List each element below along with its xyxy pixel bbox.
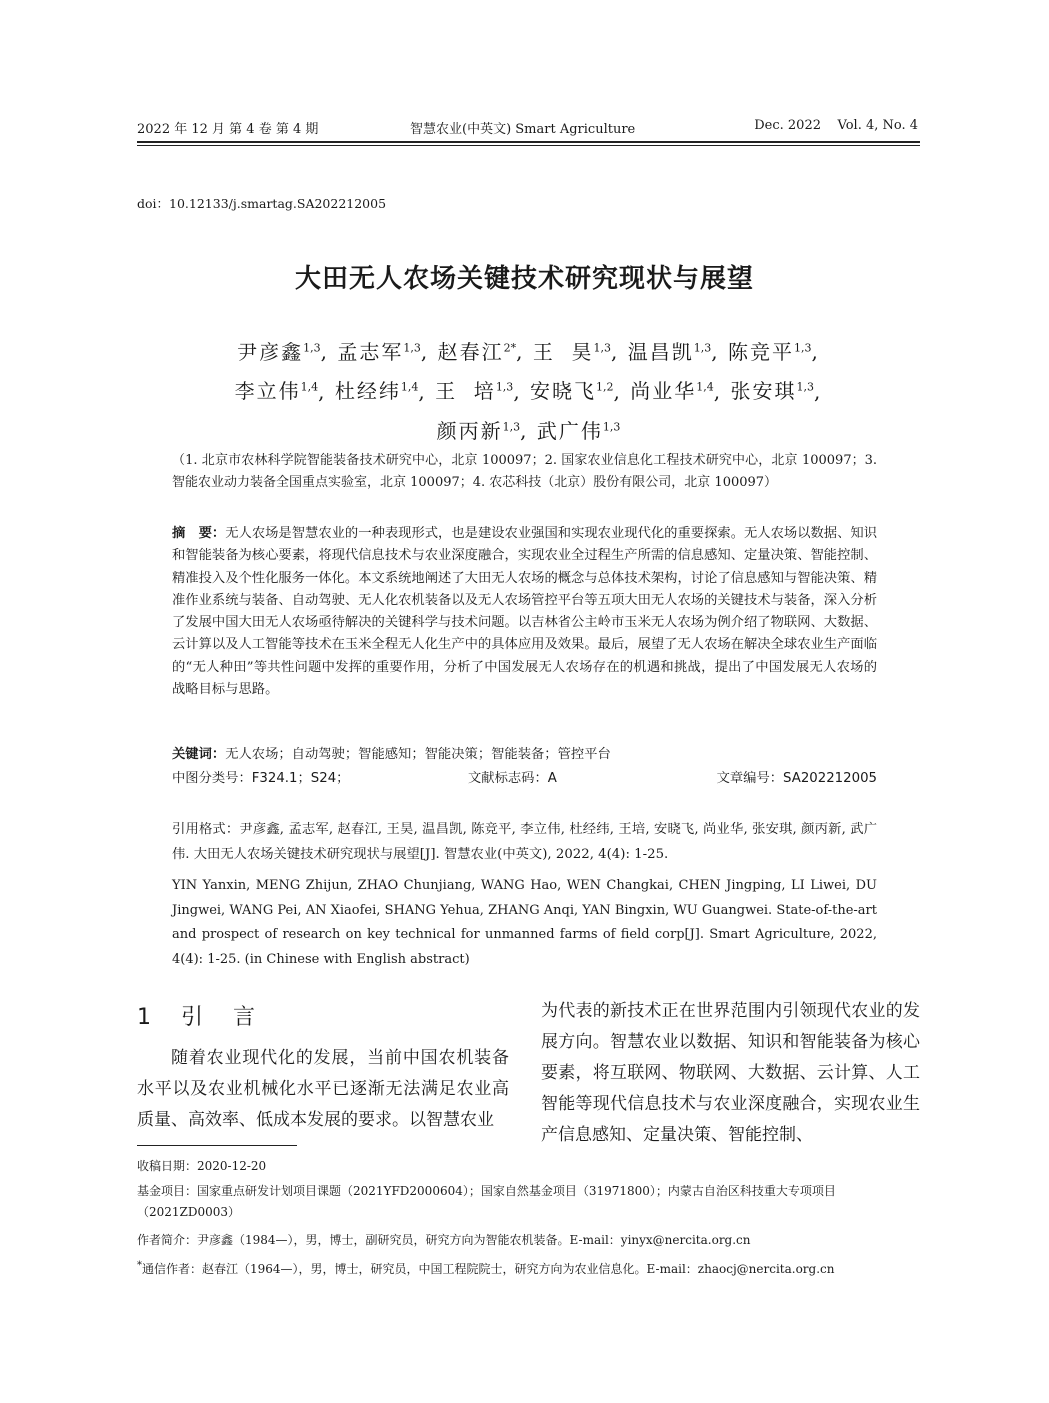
affiliations: （1. 北京市农林科学院智能装备技术研究中心，北京 100097；2. 国家农业信息化工程技术研究中心，北京 100097；3. 智能农业动力装备全国重点实验室，北京 100097；4. 农芯科技（北京）股份有限公司，北京 100097）: [172, 453, 877, 490]
abstract-text: 无人农场是智慧农业的一种表现形式，也是建设农业强国和实现农业现代化的重要探索。无人农场以数据、知识和智能装备为核心要素，将现代信息技术与农业深度融合，实现农业全过程生产所需的信息感知、定量决策、智能控制、精准投入及个性化服务一体化。本文系统地阐述了大田无人农场的概念与总体技术架构，讨论了信息感知与智能决策、精准作业系统与装备、自动驾驶、无人化农机装备以及无人农场管控平台等五项大田无人农场的关键技术与装备，深入分析了发展中国大田无人农场亟待解决的关键科学与技术问题。以吉林省公主岭市玉米无人农场为例介绍了物联网、大数据、云计算以及人工智能等技术在玉米全程无人化生产中的具体应用及效果。最后，展望了无人农场在解决全球农业生产面临的“无人种田”等共性问题中发挥的重要作用，分析了中国发展无人农场存在的机遇和挑战，提出了中国发展无人农场的战略目标与思路。: [172, 526, 878, 698]
footnote-fund: 基金项目：国家重点研发计划项目课题（2021YFD2000604）；国家自然基金项目（31971800）；内蒙古自治区科技重大专项项目（2021ZD0003）: [137, 1184, 836, 1219]
author: 王 培$^{1,3}$: [435, 379, 514, 404]
clc-number: 中图分类号：F324.1；S24；: [172, 771, 350, 786]
footnote-author-bio: 作者简介：尹彦鑫（1984—），男，博士，副研究员，研究方向为智能农机装备。E-mail：yinyx@nercita.org.cn: [137, 1233, 751, 1247]
keywords-text: 无人农场；自动驾驶；智能感知；智能决策；智能装备；管控平台: [225, 747, 611, 762]
author: 王 昊$^{1,3}$: [532, 339, 612, 364]
header-rule-thick: [137, 141, 920, 143]
keywords-label: 关键词：: [172, 747, 226, 762]
paper-title: 大田无人农场关键技术研究现状与展望: [294, 264, 754, 294]
body-paragraph: 为代表的新技术正在世界范围内引领现代农业的发展方向。智慧农业以数据、知识和智能装备为核心要素，将互联网、物联网、大数据、云计算、人工智能等现代信息技术与农业深度融合，实现农业生产信息感知、定量决策、智能控制、: [541, 1001, 920, 1145]
doi[interactable]: doi：10.12133/j.smartag.SA202212005: [137, 196, 387, 211]
footnote-corresponding: *通信作者：赵春江（1964—），男，博士，研究员，中国工程院院士，研究方向为农业信息化。E-mail：zhaocj@nercita.org.cn: [137, 1260, 835, 1276]
header-rule-thin: [137, 145, 920, 146]
corresponding-mark: *: [137, 1260, 142, 1271]
section-heading: 1 引 言: [137, 1005, 259, 1030]
author: 温昌凯$^{1,3}$: [627, 339, 712, 364]
header-volume: Dec. 2022 Vol. 4, No. 4: [754, 118, 918, 133]
author: 陈竞平$^{1,3}$: [727, 339, 812, 364]
author: 安晓飞$^{1,2}$: [530, 379, 614, 404]
citation-english: YIN Yanxin, MENG Zhijun, ZHAO Chunjiang, WANG Hao, WEN Changkai, CHEN Jingping, LI Liwei, DU Jingwei, WANG Pei, AN Xiaofei, SHANG Yehua, ZHANG Anqi, YAN Bingxin, WU Guangwei. State-of-the-art and prospect of research on key technical for unmanned farms of field corp[J]. Smart Agriculture, 2022, 4(4): 1-25. (in Chinese with English abstract): [172, 878, 877, 967]
header-journal: 智慧农业(中英文) Smart Agriculture: [410, 122, 636, 137]
article-number: 文章编号：SA202212005: [716, 771, 877, 786]
author: 武广伟$^{1,3}$: [536, 418, 621, 443]
body-column-right: [541, 996, 920, 1151]
author: 孟志军$^{1,3}$: [337, 339, 421, 364]
author: 李立伟$^{1,4}$: [234, 379, 319, 404]
author: 赵春江$^{2*}$: [437, 339, 517, 364]
author: 张安琪$^{1,3}$: [730, 379, 814, 404]
keywords: [172, 743, 877, 762]
author: 颜丙新$^{1,3}$: [436, 418, 521, 443]
footnote-received: 收稿日期：2020-12-20: [137, 1159, 267, 1173]
author-line-3: 颜丙新$^{1,3}$, 武广伟$^{1,3}$: [436, 418, 621, 443]
author-line-2: 李立伟$^{1,4}$, 杜经纬$^{1,4}$, 王 培$^{1,3}$, 安晓飞$^{1,2}$, 尚业华$^{1,4}$, 张安琪$^{1,3}$,: [234, 379, 823, 404]
author: 尚业华$^{1,4}$: [630, 379, 714, 404]
author-line-1: 尹彦鑫$^{1,3}$, 孟志军$^{1,3}$, 赵春江$^{2*}$, 王 昊$^{1,3}$, 温昌凯$^{1,3}$, 陈竞平$^{1,3}$,: [237, 339, 820, 364]
body-column-left: [137, 1043, 509, 1136]
author-list: [137, 330, 920, 449]
author: 尹彦鑫$^{1,3}$: [237, 339, 321, 364]
abstract-label: 摘 要：: [172, 526, 226, 541]
citation-chinese: 引用格式：尹彦鑫, 孟志军, 赵春江, 王昊, 温昌凯, 陈竞平, 李立伟, 杜经纬, 王培, 安晓飞, 尚业华, 张安琪, 颜丙新, 武广伟. 大田无人农场关键技术研究现状与展望[J]. 智慧农业(中英文), 2022, 4(4): 1-25.: [172, 822, 877, 862]
abstract: [172, 523, 877, 701]
author: 杜经纬$^{1,4}$: [334, 379, 419, 404]
header-issue: 2022 年 12 月 第 4 卷 第 4 期: [137, 122, 319, 137]
body-paragraph: 随着农业现代化的发展，当前中国农机装备水平以及农业机械化水平已逐渐无法满足农业高质量、高效率、低成本发展的要求。以智慧农业: [137, 1048, 509, 1130]
footnote-rule: [137, 1145, 297, 1146]
document-code: 文献标志码：A: [468, 771, 557, 786]
